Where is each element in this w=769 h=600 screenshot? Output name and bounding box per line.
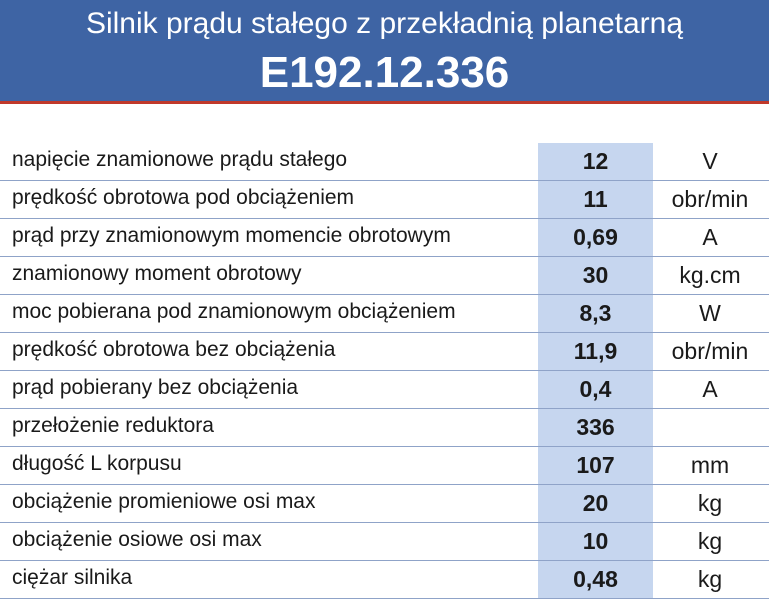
table-row [0,523,769,561]
spec-unit: V [702,148,718,174]
spec-label: przełożenie reduktora [12,414,214,437]
table-row [0,181,769,219]
spec-value: 20 [538,485,653,522]
spec-value: 11 [538,181,653,218]
spec-unit: kg [697,490,723,516]
header-banner [0,0,769,104]
spec-value: 11,9 [538,333,653,370]
spec-unit: kg [697,528,723,554]
spec-label: prędkość obrotowa pod obciążeniem [12,186,355,209]
spec-label: obciążenie osiowe osi max [12,528,262,551]
spec-value: 10 [538,523,653,560]
spec-value: 8,3 [538,295,653,332]
spec-value: 336 [538,409,653,446]
spec-unit [655,409,765,446]
product-subtitle: Silnik prądu stałego z przekładnią planetarną [85,7,684,40]
spec-label: obciążenie promieniowe osi max [12,490,316,513]
spec-unit: obr/min [671,338,749,364]
table-row [0,295,769,333]
table-row [0,219,769,257]
table-row [0,485,769,523]
spec-unit: mm [690,452,730,478]
spec-label: prąd pobierany bez obciążenia [12,376,299,399]
table-row [0,257,769,295]
spec-value: 12 [538,143,653,180]
model-number: E192.12.336 [259,48,510,97]
table-row [0,561,769,599]
spec-table [0,143,769,599]
spec-label: znamionowy moment obrotowy [12,262,302,285]
table-row [0,143,769,181]
spec-label: prędkość obrotowa bez obciążenia [12,338,336,361]
spec-unit: A [702,224,718,250]
table-row [0,409,769,447]
spec-value: 30 [538,257,653,294]
spec-unit: A [702,376,718,402]
table-row [0,371,769,409]
spec-value: 0,4 [538,371,653,408]
table-row [0,447,769,485]
spec-label: długość L korpusu [12,452,182,475]
spec-label: ciężar silnika [12,566,133,589]
spec-value: 0,69 [538,219,653,256]
spec-label: prąd przy znamionowym momencie obrotowym [12,224,451,247]
spec-value: 0,48 [538,561,653,598]
spec-unit: kg.cm [679,262,741,288]
spec-label: napięcie znamionowe prądu stałego [12,148,348,171]
spec-label: moc pobierana pod znamionowym obciążeniem [12,300,456,323]
spec-value: 107 [538,447,653,484]
spec-unit: W [699,300,721,326]
spec-unit: obr/min [671,186,749,212]
spec-unit: kg [697,566,723,592]
table-row [0,333,769,371]
